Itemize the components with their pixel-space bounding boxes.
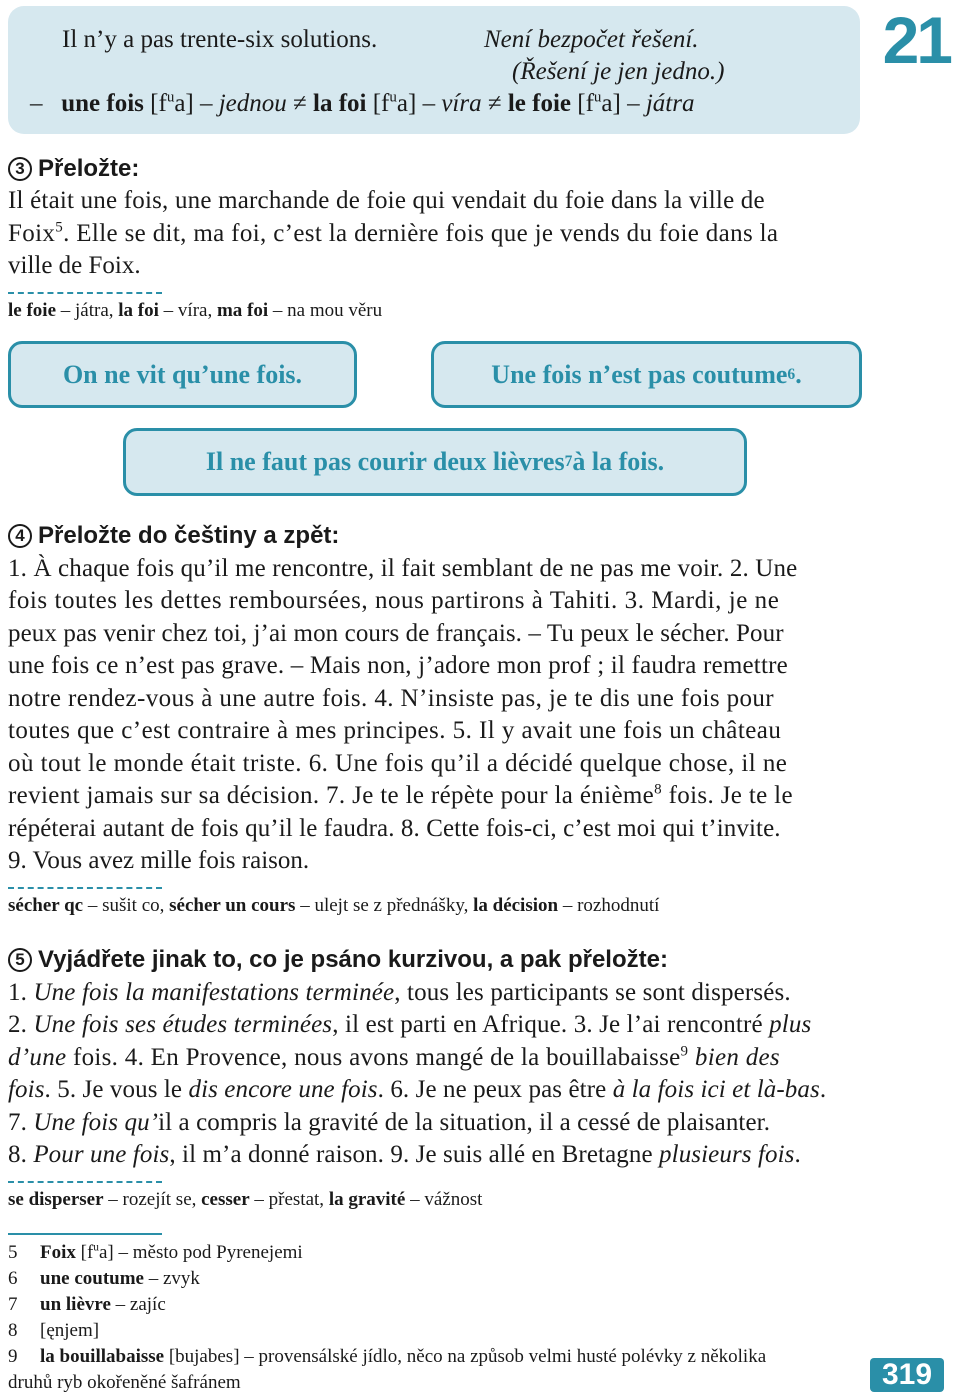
exercise-5-number: 5 bbox=[8, 948, 32, 972]
exercise-4-line-8: revient jamais sur sa décision. 7. Je te le répète pour la énième$^8$ fois. Je te le bbox=[8, 781, 793, 809]
exercise-5-line-4: fois. 5. Je vous le dis encore une fois. 6. Je ne peux pas être à la fois ici et là-bas. bbox=[8, 1076, 827, 1103]
exercise-3-line-2: Foix$^5$. Elle se dit, ma foi, c’est la dernière fois que je vends du foie dans la bbox=[8, 219, 779, 247]
homophones-line: – une fois $[f^ua]$ – jednou ≠ la foi $[f^ua]$ – víra ≠ le foie $[f^ua]$ – játra bbox=[30, 89, 695, 117]
exercise-4-line-4: une fois ce n’est pas grave. – Mais non, j’adore mon prof ; il faudra remettre bbox=[8, 652, 788, 679]
footnote-8: 8 [ęnjem] bbox=[8, 1320, 100, 1341]
exercise-3-line-1: Il était une fois, une marchande de foie qui vendait du foie dans la ville de bbox=[8, 187, 765, 214]
exercise-3-number: 3 bbox=[8, 157, 32, 181]
exercise-4-line-2: fois toutes les dettes remboursées, nous partirons à Tahiti. 3. Mardi, je ne bbox=[8, 587, 780, 614]
proverb-box-3: Il ne faut pas courir deux lièvres 7 à la fois. bbox=[123, 428, 747, 496]
exercise-4-line-9: répéterai autant de fois qu’il le faudra. 8. Cette fois-ci, c’est moi qui t’invite. bbox=[8, 815, 781, 842]
intro-czech-note: (Řešení je jen jedno.) bbox=[512, 58, 725, 85]
proverb-box-1: On ne vit qu’une fois. bbox=[8, 341, 357, 408]
exercise-4-line-1: 1. À chaque fois qu’il me rencontre, il fait semblant de ne pas me voir. 2. Une bbox=[8, 555, 798, 582]
exercise-4-vocabulary: sécher qc – sušit co, sécher un cours – ulejt se z přednášky, la décision – rozhodnutí bbox=[8, 895, 660, 916]
vocab-divider bbox=[8, 887, 162, 889]
footnote-9: 9 la bouillabaisse [bujabes] – provensálské jídlo, něco na způsob velmi husté polévky z několika bbox=[8, 1346, 767, 1367]
footnote-6: 6 une coutume – zvyk bbox=[8, 1268, 200, 1289]
footnote-5: 5 Foix $[f^ua]$ – město pod Pyrenejemi bbox=[8, 1241, 303, 1263]
page-number: 319 bbox=[870, 1358, 944, 1392]
exercise-5-line-2: 2. Une fois ses études terminées, il est parti en Afrique. 3. Je l’ai rencontré plus bbox=[8, 1011, 812, 1038]
exercise-4-heading: 4 Přeložte do češtiny a zpět: bbox=[8, 522, 339, 550]
exercise-4-line-5: notre rendez-vous à une autre fois. 4. N’insiste pas, je te dis une fois pour bbox=[8, 685, 775, 712]
exercise-5-line-5: 7. Une fois qu’il a compris la gravité de la situation, il a cessé de plaisanter. bbox=[8, 1109, 771, 1136]
intro-czech-sentence: Není bezpočet řešení. bbox=[484, 26, 699, 53]
exercise-5-line-6: 8. Pour une fois, il m’a donné raison. 9. Je suis allé en Bretagne plusieurs fois. bbox=[8, 1141, 801, 1168]
exercise-4-line-6: toutes que c’est contraire à mes principes. 5. Il y avait une fois un château bbox=[8, 717, 782, 744]
footnote-7: 7 un lièvre – zajíc bbox=[8, 1294, 166, 1315]
chapter-number: 21 bbox=[882, 3, 950, 77]
vocab-divider bbox=[8, 292, 162, 294]
exercise-4-number: 4 bbox=[8, 524, 32, 548]
intro-french-sentence: Il n’y a pas trente-six solutions. bbox=[62, 26, 378, 53]
footnote-divider bbox=[8, 1233, 162, 1235]
vocab-divider bbox=[8, 1181, 162, 1183]
exercise-4-line-10: 9. Vous avez mille fois raison. bbox=[8, 847, 310, 874]
exercise-3-vocabulary: le foie – játra, la foi – víra, ma foi – na mou věru bbox=[8, 300, 383, 321]
proverb-box-2: Une fois n’est pas coutume 6 . bbox=[431, 341, 862, 408]
exercise-5-line-1: 1. Une fois la manifestations terminée, tous les participants se sont dispersés. bbox=[8, 979, 791, 1006]
footnote-9-continued: druhů ryb okořeněné šafránem bbox=[8, 1372, 241, 1393]
exercise-4-line-3: peux pas venir chez toi, j’ai mon cours de français. – Tu peux le sécher. Pour bbox=[8, 620, 784, 647]
exercise-3-line-3: ville de Foix. bbox=[8, 252, 141, 279]
exercise-5-vocabulary: se disperser – rozejít se, cesser – přestat, la gravité – vážnost bbox=[8, 1189, 483, 1210]
exercise-3-heading: 3 Přeložte: bbox=[8, 155, 139, 183]
exercise-4-line-7: où tout le monde était triste. 6. Une fois qu’il a décidé quelque chose, il ne bbox=[8, 750, 788, 777]
exercise-5-line-3: d’une fois. 4. En Provence, nous avons mangé de la bouillabaisse$^9$ bien des bbox=[8, 1043, 780, 1071]
exercise-5-heading: 5 Vyjádřete jinak to, co je psáno kurzivou, a pak přeložte: bbox=[8, 946, 668, 974]
